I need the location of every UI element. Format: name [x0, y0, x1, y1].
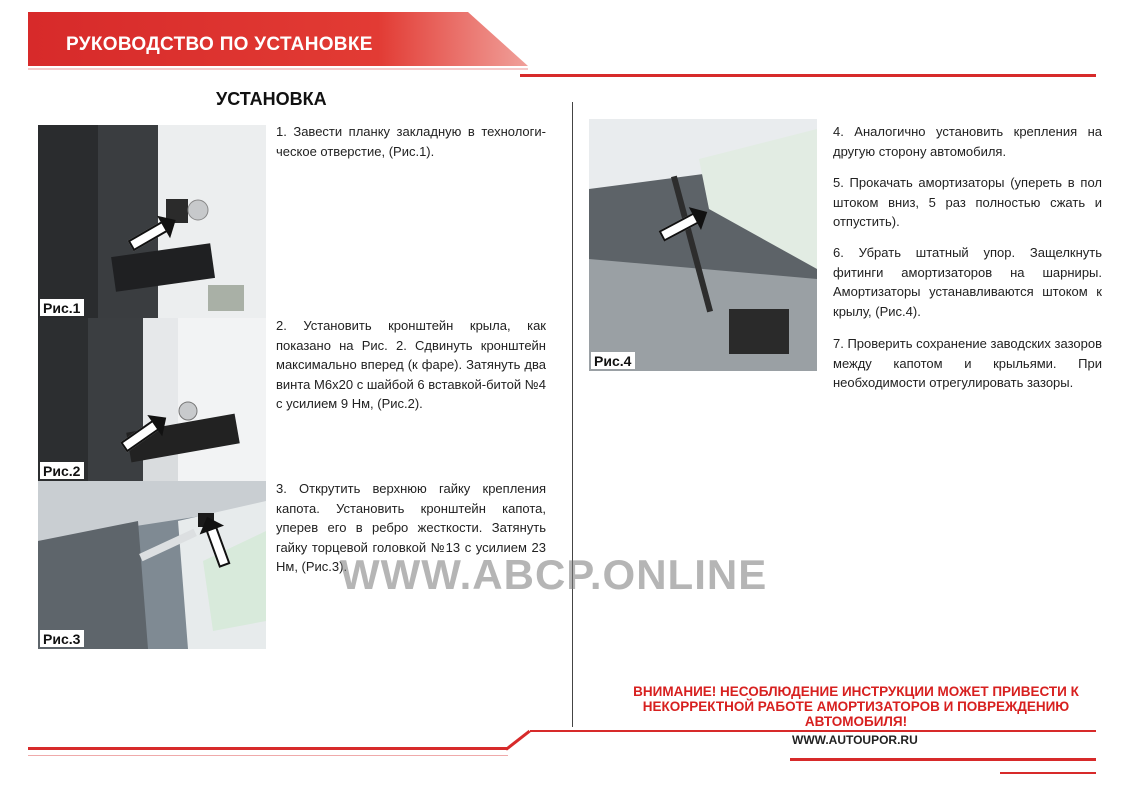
- step-3-text: 3. Открутить верхнюю гайку крепления капота. Установить кронштейн капота, уперев его в ребро жесткости. Затянуть гайку торцевой головкой №13 с усилием 23 Нм, (Рис.3).: [276, 481, 546, 574]
- step-2-text: 2. Установить кронштейн крыла, как показано на Рис. 2. Сдвинуть кронштейн максимально вперед (к фаре). Затянуть два винта М6х20 с шайбой 6 вставкой-битой №4 с усилием 9 Нм, (Рис.2).: [276, 318, 546, 411]
- step-6-text: 6. Убрать штатный упор. Защелкнуть фитинги амортизаторов на шарниры. Амортизаторы устанавливаются штоком к крылу, (Рис.4).: [833, 245, 1102, 319]
- figure-2-illustration: [38, 318, 266, 481]
- header-underline: [28, 68, 528, 70]
- figure-2-photo: [38, 318, 266, 481]
- figure-4-illustration: [589, 119, 817, 371]
- figure-3-label: Рис.3: [40, 630, 84, 647]
- column-divider: [572, 102, 573, 727]
- section-title: УСТАНОВКА: [216, 89, 327, 109]
- page-title: РУКОВОДСТВО ПО УСТАНОВКЕ: [66, 34, 373, 55]
- watermark-text: WWW.ABCP.ONLINE: [340, 551, 768, 598]
- footer-rule-bottom: [790, 758, 1096, 761]
- warning-text: ВНИМАНИЕ! НЕСОБЛЮДЕНИЕ ИНСТРУКЦИИ МОЖЕТ ПРИВЕСТИ К НЕКОРРЕКТНОЙ РАБОТЕ АМОРТИЗАТОРОВ И ПОВРЕЖДЕНИЮ АВТОМОБИЛЯ!: [633, 684, 1079, 729]
- figure-4-label: Рис.4: [591, 352, 635, 369]
- step-4-text: 4. Аналогично установить крепления на другую сторону автомобиля.: [833, 124, 1102, 159]
- figure-1-illustration: [38, 125, 266, 318]
- figure-2-label: Рис.2: [40, 462, 84, 479]
- footer-url: WWW.AUTOUPOR.RU: [792, 733, 918, 747]
- figure-1-label: Рис.1: [40, 299, 84, 316]
- step-1-text: 1. Завести планку закладную в технологи-ческое отверстие, (Рис.1).: [276, 124, 546, 159]
- header-rule: [520, 74, 1096, 77]
- step-5-text: 5. Прокачать амортизаторы (упереть в пол штоком вниз, 5 раз полностью сжать и отпустить).: [833, 175, 1102, 229]
- figure-3-photo: [38, 481, 266, 649]
- figure-3-illustration: [38, 481, 266, 649]
- footer-rule-diagonal: [505, 730, 530, 751]
- footer-rule-top: [530, 730, 1096, 732]
- footer-rule-left-thin: [28, 755, 508, 756]
- footer-rule-bottom-thin: [1000, 772, 1096, 774]
- footer-rule-left: [28, 747, 508, 750]
- figure-1-photo: [38, 125, 266, 318]
- step-7-text: 7. Проверить сохранение заводских зазоров между капотом и крыльями. При необходимости отрегулировать зазоры.: [833, 336, 1102, 390]
- figure-4-photo: [589, 119, 817, 371]
